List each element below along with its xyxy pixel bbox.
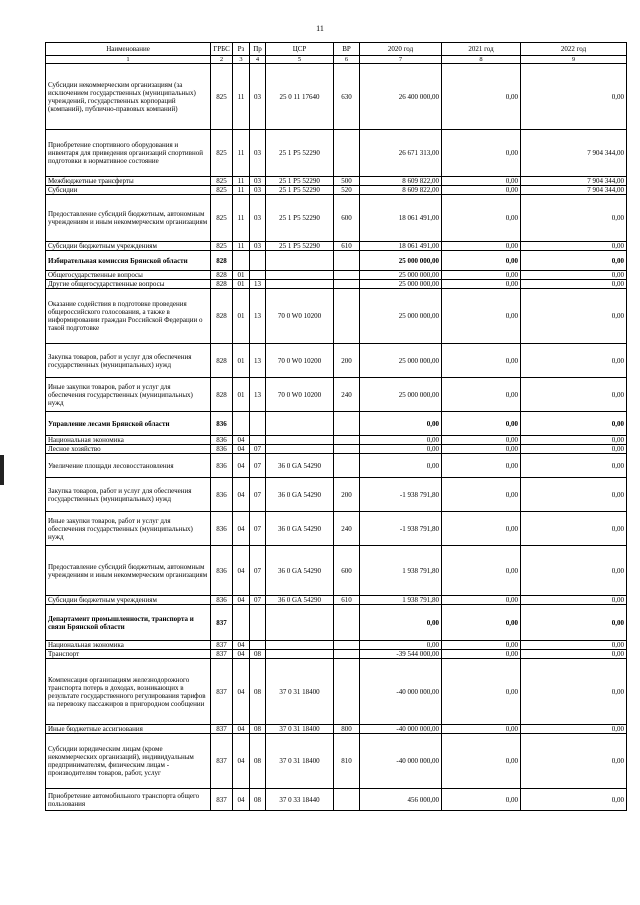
row-grbs: 837: [211, 725, 233, 734]
row-pr: 03: [250, 64, 266, 130]
row-vr: 610: [334, 242, 360, 251]
row-csr: 25 1 P5 52290: [266, 177, 334, 186]
row-2022: 0,00: [521, 64, 627, 130]
row-grbs: 836: [211, 436, 233, 445]
row-2022: 0,00: [521, 546, 627, 596]
table-row: [46, 605, 627, 641]
row-csr: 25 1 P5 52290: [266, 130, 334, 177]
row-name: Лесное хозяйство: [46, 445, 211, 454]
row-vr: 610: [334, 596, 360, 605]
row-csr: [266, 605, 334, 641]
column-number-row: [46, 56, 627, 64]
table-row: [46, 454, 627, 478]
row-vr: 810: [334, 734, 360, 789]
row-2021: 0,00: [442, 177, 521, 186]
row-2022: 0,00: [521, 650, 627, 659]
row-2022: 0,00: [521, 454, 627, 478]
row-pr: 13: [250, 280, 266, 289]
row-pr: [250, 271, 266, 280]
row-2020: 1 938 791,80: [360, 596, 442, 605]
row-rz: 01: [233, 271, 250, 280]
row-pr: 08: [250, 725, 266, 734]
table-row: [46, 659, 627, 725]
row-vr: [334, 271, 360, 280]
row-grbs: 828: [211, 289, 233, 344]
row-pr: 08: [250, 650, 266, 659]
row-2020: -40 000 000,00: [360, 734, 442, 789]
row-2020: 25 000 000,00: [360, 378, 442, 412]
table-row: [46, 641, 627, 650]
row-name: Иные закупки товаров, работ и услуг для обеспечения государственных (муниципальных) нужд: [46, 512, 211, 546]
row-2020: 25 000 000,00: [360, 251, 442, 271]
row-grbs: 837: [211, 734, 233, 789]
table-row: [46, 280, 627, 289]
row-pr: 03: [250, 130, 266, 177]
row-2020: 8 609 822,00: [360, 186, 442, 195]
row-rz: 04: [233, 725, 250, 734]
row-rz: 04: [233, 789, 250, 811]
row-name: Избирательная комиссия Брянской области: [46, 251, 211, 271]
row-vr: [334, 789, 360, 811]
row-pr: 07: [250, 546, 266, 596]
row-2021: 0,00: [442, 251, 521, 271]
row-csr: 70 0 W0 10200: [266, 344, 334, 378]
row-rz: [233, 251, 250, 271]
row-pr: 07: [250, 445, 266, 454]
row-grbs: 828: [211, 378, 233, 412]
row-rz: 04: [233, 478, 250, 512]
row-pr: 07: [250, 478, 266, 512]
row-csr: [266, 641, 334, 650]
row-vr: 200: [334, 478, 360, 512]
row-name: Управление лесами Брянской области: [46, 412, 211, 436]
row-2020: 0,00: [360, 454, 442, 478]
row-name: Другие общегосударственные вопросы: [46, 280, 211, 289]
table-row: [46, 478, 627, 512]
row-2021: 0,00: [442, 242, 521, 251]
row-csr: 37 0 31 18400: [266, 659, 334, 725]
row-csr: 36 0 GA 54290: [266, 478, 334, 512]
row-2022: 0,00: [521, 478, 627, 512]
row-pr: [250, 412, 266, 436]
row-2020: 0,00: [360, 605, 442, 641]
row-2022: 0,00: [521, 512, 627, 546]
row-grbs: 837: [211, 789, 233, 811]
row-csr: [266, 412, 334, 436]
row-2022: 0,00: [521, 445, 627, 454]
table-row: [46, 412, 627, 436]
row-vr: 520: [334, 186, 360, 195]
row-vr: [334, 454, 360, 478]
row-csr: [266, 445, 334, 454]
row-rz: 11: [233, 130, 250, 177]
row-rz: 01: [233, 344, 250, 378]
row-pr: 07: [250, 512, 266, 546]
row-grbs: 837: [211, 641, 233, 650]
table-row: [46, 271, 627, 280]
row-2022: 7 904 344,00: [521, 130, 627, 177]
row-2020: 25 000 000,00: [360, 289, 442, 344]
row-pr: 13: [250, 378, 266, 412]
col-number: 8: [442, 56, 521, 64]
row-2022: 0,00: [521, 596, 627, 605]
row-vr: 800: [334, 725, 360, 734]
row-grbs: 837: [211, 659, 233, 725]
row-2022: 0,00: [521, 789, 627, 811]
row-grbs: 825: [211, 195, 233, 242]
row-rz: 11: [233, 242, 250, 251]
row-grbs: 837: [211, 650, 233, 659]
row-2020: -1 938 791,80: [360, 478, 442, 512]
table-row: [46, 445, 627, 454]
row-grbs: 828: [211, 271, 233, 280]
col-number: 7: [360, 56, 442, 64]
row-csr: 25 1 P5 52290: [266, 242, 334, 251]
row-2021: 0,00: [442, 789, 521, 811]
row-2020: 1 938 791,80: [360, 546, 442, 596]
row-2020: 8 609 822,00: [360, 177, 442, 186]
row-grbs: 836: [211, 596, 233, 605]
row-vr: 240: [334, 512, 360, 546]
row-2021: 0,00: [442, 64, 521, 130]
row-rz: 04: [233, 546, 250, 596]
row-name: Закупка товаров, работ и услуг для обеспечения государственных (муниципальных) нужд: [46, 344, 211, 378]
row-name: Субсидии некоммерческим организациям (за исключением государственных (муниципальных) учреждений, государственных корпораций (компаний), публично-правовых компаний): [46, 64, 211, 130]
row-rz: 04: [233, 734, 250, 789]
row-pr: 07: [250, 454, 266, 478]
table-row: [46, 436, 627, 445]
row-grbs: 836: [211, 454, 233, 478]
row-rz: 01: [233, 378, 250, 412]
row-2020: 26 671 313,00: [360, 130, 442, 177]
row-vr: 200: [334, 344, 360, 378]
row-2020: 0,00: [360, 436, 442, 445]
row-rz: 11: [233, 186, 250, 195]
table-row: [46, 734, 627, 789]
table-row: [46, 546, 627, 596]
page-number: 11: [316, 24, 324, 33]
row-rz: 04: [233, 650, 250, 659]
row-2020: -39 544 000,00: [360, 650, 442, 659]
row-vr: [334, 280, 360, 289]
table-row: [46, 512, 627, 546]
row-name: Иные закупки товаров, работ и услуг для обеспечения государственных (муниципальных) нужд: [46, 378, 211, 412]
row-2022: 0,00: [521, 659, 627, 725]
row-vr: 630: [334, 64, 360, 130]
row-name: Иные бюджетные ассигнования: [46, 725, 211, 734]
row-rz: 04: [233, 659, 250, 725]
table-row: [46, 344, 627, 378]
row-2020: -1 938 791,80: [360, 512, 442, 546]
row-rz: 01: [233, 280, 250, 289]
row-2021: 0,00: [442, 512, 521, 546]
table-body: [46, 64, 627, 811]
table-row: [46, 242, 627, 251]
col-number: 9: [521, 56, 627, 64]
row-rz: 11: [233, 195, 250, 242]
row-2020: 26 400 000,00: [360, 64, 442, 130]
row-name: Закупка товаров, работ и услуг для обеспечения государственных (муниципальных) нужд: [46, 478, 211, 512]
row-vr: 240: [334, 378, 360, 412]
row-rz: [233, 412, 250, 436]
row-grbs: 828: [211, 344, 233, 378]
row-vr: [334, 659, 360, 725]
table-row: [46, 378, 627, 412]
row-vr: [334, 445, 360, 454]
row-pr: 08: [250, 789, 266, 811]
row-2022: 0,00: [521, 436, 627, 445]
row-grbs: 825: [211, 130, 233, 177]
row-2021: 0,00: [442, 130, 521, 177]
row-name: Национальная экономика: [46, 436, 211, 445]
row-grbs: 836: [211, 546, 233, 596]
row-vr: [334, 289, 360, 344]
row-2021: 0,00: [442, 195, 521, 242]
row-csr: 36 0 GA 54290: [266, 512, 334, 546]
row-grbs: 836: [211, 478, 233, 512]
col-number: 1: [46, 56, 211, 64]
row-rz: 04: [233, 445, 250, 454]
row-csr: 25 0 11 17640: [266, 64, 334, 130]
col-header-rz: Рз: [233, 43, 250, 56]
row-name: Предоставление субсидий бюджетным, автономным учреждениям и иным некоммерческим организациям: [46, 546, 211, 596]
row-2021: 0,00: [442, 445, 521, 454]
row-name: Оказание содействия в подготовке проведения общероссийского голосования, а также в информировании граждан Российской Федерации о такой подготовке: [46, 289, 211, 344]
row-csr: 70 0 W0 10200: [266, 289, 334, 344]
row-vr: [334, 251, 360, 271]
col-number: 5: [266, 56, 334, 64]
table-row: [46, 186, 627, 195]
row-2022: 0,00: [521, 251, 627, 271]
row-name: Субсидии бюджетным учреждениям: [46, 242, 211, 251]
row-pr: [250, 641, 266, 650]
row-grbs: 825: [211, 186, 233, 195]
row-2020: 0,00: [360, 445, 442, 454]
row-csr: [266, 280, 334, 289]
row-name: Транспорт: [46, 650, 211, 659]
row-2022: 0,00: [521, 242, 627, 251]
row-rz: 04: [233, 454, 250, 478]
row-2021: 0,00: [442, 596, 521, 605]
row-vr: [334, 605, 360, 641]
margin-mark: [0, 455, 4, 485]
row-rz: 04: [233, 436, 250, 445]
row-2020: 0,00: [360, 412, 442, 436]
row-vr: [334, 641, 360, 650]
col-header-grbs: ГРБС: [211, 43, 233, 56]
col-header-2021: 2021 год: [442, 43, 521, 56]
row-csr: 37 0 31 18400: [266, 725, 334, 734]
row-2021: 0,00: [442, 271, 521, 280]
table-row: [46, 130, 627, 177]
row-rz: 04: [233, 512, 250, 546]
row-pr: 03: [250, 242, 266, 251]
col-number: 3: [233, 56, 250, 64]
row-name: Национальная экономика: [46, 641, 211, 650]
row-2022: 0,00: [521, 378, 627, 412]
col-header-2020: 2020 год: [360, 43, 442, 56]
row-2020: 0,00: [360, 641, 442, 650]
row-2020: 25 000 000,00: [360, 280, 442, 289]
col-number: 6: [334, 56, 360, 64]
row-csr: 70 0 W0 10200: [266, 378, 334, 412]
row-grbs: 837: [211, 605, 233, 641]
col-header-pr: Пр: [250, 43, 266, 56]
row-rz: 11: [233, 64, 250, 130]
row-name: Субсидии: [46, 186, 211, 195]
row-2022: 0,00: [521, 280, 627, 289]
row-vr: [334, 130, 360, 177]
row-pr: 03: [250, 186, 266, 195]
row-pr: 08: [250, 734, 266, 789]
row-name: Департамент промышленности, транспорта и связи Брянской области: [46, 605, 211, 641]
row-vr: [334, 650, 360, 659]
row-name: Приобретение спортивного оборудования и инвентаря для приведения организаций спортивной подготовки в нормативное состояние: [46, 130, 211, 177]
col-header-vr: ВР: [334, 43, 360, 56]
row-csr: [266, 271, 334, 280]
row-csr: [266, 436, 334, 445]
row-pr: 13: [250, 289, 266, 344]
row-grbs: 825: [211, 177, 233, 186]
col-header-csr: ЦСР: [266, 43, 334, 56]
row-pr: 03: [250, 177, 266, 186]
row-csr: 37 0 31 18400: [266, 734, 334, 789]
row-2021: 0,00: [442, 478, 521, 512]
row-grbs: 828: [211, 251, 233, 271]
row-csr: [266, 650, 334, 659]
row-2021: 0,00: [442, 186, 521, 195]
table-row: [46, 725, 627, 734]
col-number: 2: [211, 56, 233, 64]
row-csr: 25 1 P5 52290: [266, 195, 334, 242]
row-2021: 0,00: [442, 605, 521, 641]
row-vr: 600: [334, 546, 360, 596]
row-vr: [334, 412, 360, 436]
row-csr: 36 0 GA 54290: [266, 454, 334, 478]
row-csr: 37 0 33 18440: [266, 789, 334, 811]
row-2021: 0,00: [442, 641, 521, 650]
row-csr: 25 1 P5 52290: [266, 186, 334, 195]
row-2022: 0,00: [521, 195, 627, 242]
row-name: Предоставление субсидий бюджетным, автономным учреждениям и иным некоммерческим организациям: [46, 195, 211, 242]
row-grbs: 836: [211, 412, 233, 436]
row-2022: 7 904 344,00: [521, 177, 627, 186]
row-csr: 36 0 GA 54290: [266, 596, 334, 605]
row-name: Субсидии юридическим лицам (кроме некоммерческих организаций), индивидуальным предпринимателям, физическим лицам - производителям товаров, работ, услуг: [46, 734, 211, 789]
row-2021: 0,00: [442, 734, 521, 789]
row-vr: [334, 436, 360, 445]
row-2021: 0,00: [442, 378, 521, 412]
row-2021: 0,00: [442, 412, 521, 436]
row-rz: 04: [233, 641, 250, 650]
row-2022: 0,00: [521, 641, 627, 650]
row-2021: 0,00: [442, 280, 521, 289]
row-2021: 0,00: [442, 436, 521, 445]
row-2021: 0,00: [442, 454, 521, 478]
row-2020: 18 061 491,00: [360, 195, 442, 242]
budget-table: [45, 42, 627, 811]
row-2022: 0,00: [521, 344, 627, 378]
table-row: [46, 789, 627, 811]
row-vr: 600: [334, 195, 360, 242]
row-2022: 0,00: [521, 725, 627, 734]
table-row: [46, 64, 627, 130]
row-name: Субсидии бюджетным учреждениям: [46, 596, 211, 605]
row-name: Межбюджетные трансферты: [46, 177, 211, 186]
row-rz: 11: [233, 177, 250, 186]
row-pr: [250, 251, 266, 271]
table-row: [46, 195, 627, 242]
table-row: [46, 289, 627, 344]
col-number: 4: [250, 56, 266, 64]
row-2020: -40 000 000,00: [360, 659, 442, 725]
table-row: [46, 650, 627, 659]
row-2020: 456 000,00: [360, 789, 442, 811]
row-2022: 0,00: [521, 271, 627, 280]
row-rz: 04: [233, 596, 250, 605]
row-vr: 500: [334, 177, 360, 186]
row-2022: 7 904 344,00: [521, 186, 627, 195]
row-grbs: 828: [211, 280, 233, 289]
row-csr: [266, 251, 334, 271]
row-pr: 13: [250, 344, 266, 378]
row-pr: [250, 436, 266, 445]
col-header-name: Наименование: [46, 43, 211, 56]
row-grbs: 836: [211, 512, 233, 546]
row-2020: 18 061 491,00: [360, 242, 442, 251]
row-name: Приобретение автомобильного транспорта общего пользования: [46, 789, 211, 811]
row-pr: 07: [250, 596, 266, 605]
row-grbs: 836: [211, 445, 233, 454]
row-2021: 0,00: [442, 659, 521, 725]
row-2021: 0,00: [442, 650, 521, 659]
row-rz: [233, 605, 250, 641]
row-2021: 0,00: [442, 289, 521, 344]
table-row: [46, 177, 627, 186]
row-rz: 01: [233, 289, 250, 344]
row-2020: 25 000 000,00: [360, 271, 442, 280]
row-pr: [250, 605, 266, 641]
row-2021: 0,00: [442, 725, 521, 734]
row-2021: 0,00: [442, 546, 521, 596]
row-2020: -40 000 000,00: [360, 725, 442, 734]
table-row: [46, 251, 627, 271]
row-2022: 0,00: [521, 605, 627, 641]
row-name: Увеличение площади лесовосстановления: [46, 454, 211, 478]
row-name: Общегосударственные вопросы: [46, 271, 211, 280]
row-csr: 36 0 GA 54290: [266, 546, 334, 596]
row-grbs: 825: [211, 242, 233, 251]
row-pr: 08: [250, 659, 266, 725]
header-row: [46, 43, 627, 56]
row-2021: 0,00: [442, 344, 521, 378]
row-grbs: 825: [211, 64, 233, 130]
row-2022: 0,00: [521, 412, 627, 436]
row-2020: 25 000 000,00: [360, 344, 442, 378]
row-2022: 0,00: [521, 289, 627, 344]
row-name: Компенсация организациям железнодорожного транспорта потерь в доходах, возникающих в результате государственного регулирования тарифов на перевозку пассажиров в пригородном сообщении: [46, 659, 211, 725]
table-row: [46, 596, 627, 605]
col-header-2022: 2022 год: [521, 43, 627, 56]
row-pr: 03: [250, 195, 266, 242]
row-2022: 0,00: [521, 734, 627, 789]
